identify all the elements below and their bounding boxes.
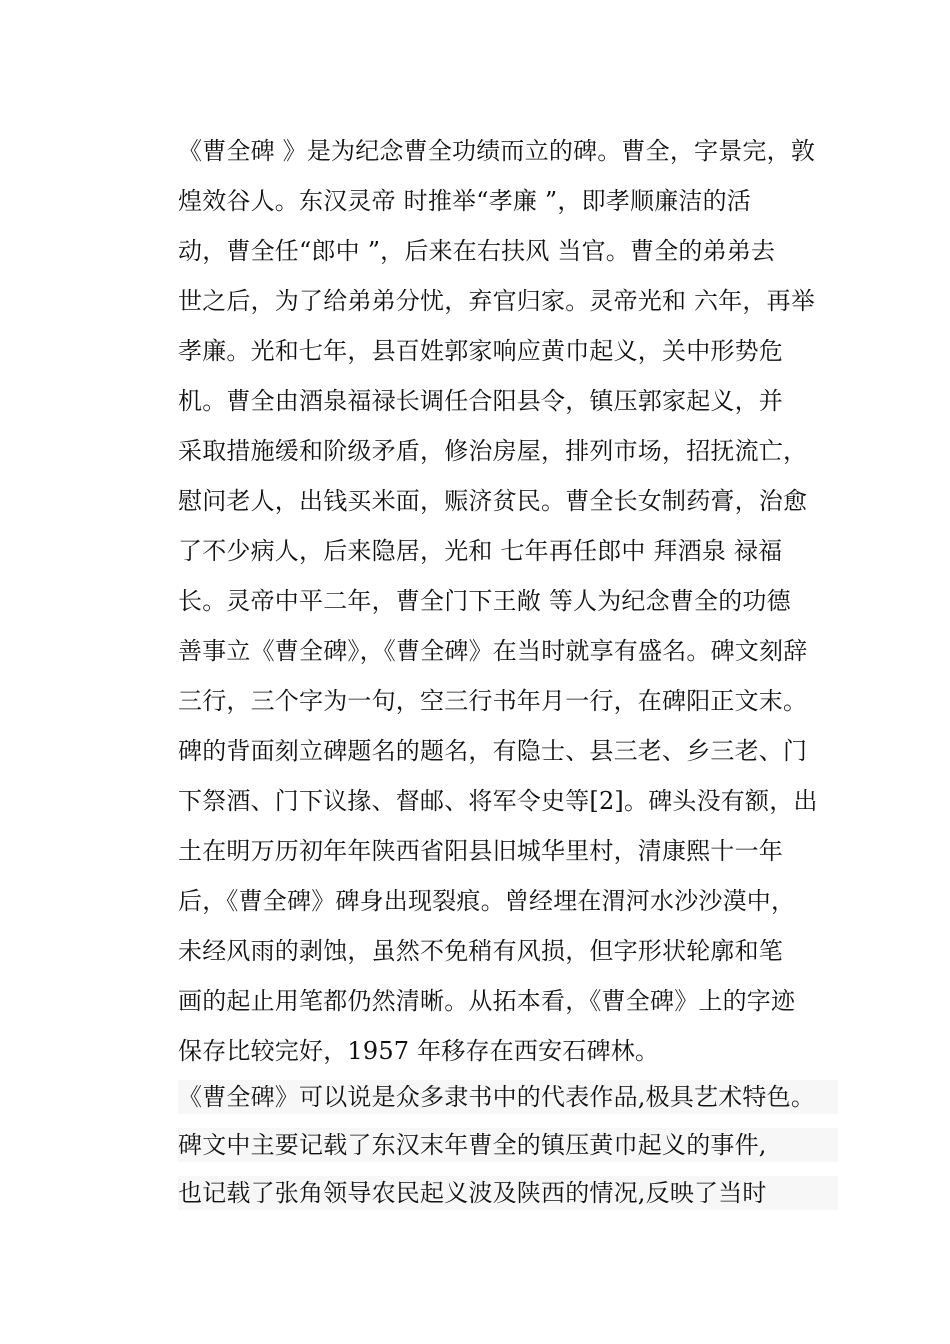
text-line: 慰问老人，出钱买米面，赈济贫民。曹全长女制药膏，治愈 (178, 487, 808, 515)
text-line: 机。曹全由酒泉福禄长调任合阳县令，镇压郭家起义，并 (178, 387, 783, 415)
text-line: 《曹全碑 》是为纪念曹全功绩而立的碑。曹全，字景完，敦 (178, 137, 816, 165)
text-line: 下祭酒、门下议掾、督邮、将军令史等[2]。碑头没有额，出 (178, 787, 818, 815)
text-line: 保存比较完好，1957 年移存在西安石碑林。 (178, 1037, 660, 1065)
text-line: 碑的背面刻立碑题名的题名，有隐士、县三老、乡三老、门 (178, 737, 808, 765)
text-line: 三行，三个字为一句，空三行书年月一行，在碑阳正文末。 (178, 687, 808, 715)
text-line: 后，《曹全碑》碑身出现裂痕。曾经埋在渭河水沙沙漠中， (178, 887, 796, 915)
text-line: 土在明万历初年年陕西省阳县旧城华里村，清康熙十一年 (178, 837, 783, 865)
text-line: 孝廉。光和七年，县百姓郭家响应黄巾起义，关中形势危 (178, 337, 783, 365)
text-line: 画的起止用笔都仍然清晰。从拓本看，《曹全碑》上的字迹 (178, 987, 796, 1015)
text-line: 采取措施缓和阶级矛盾，修治房屋，排列市场，招抚流亡， (178, 437, 808, 465)
text-line: 也记载了张角领导农民起义波及陕西的情况,反映了当时 (178, 1176, 838, 1210)
text-line: 未经风雨的剥蚀，虽然不免稍有风损，但字形状轮廓和笔 (178, 937, 783, 965)
text-line: 长。灵帝中平二年，曹全门下王敞 等人为纪念曹全的功德 (178, 587, 791, 615)
text-line: 《曹全碑》可以说是众多隶书中的代表作品,极具艺术特色。 (178, 1080, 838, 1114)
text-line: 碑文中主要记载了东汉末年曹全的镇压黄巾起义的事件, (178, 1128, 838, 1162)
text-line: 煌效谷人。东汉灵帝 时推举“孝廉 ”，即孝顺廉洁的活 (178, 187, 751, 215)
text-line: 世之后，为了给弟弟分忧，弃官归家。灵帝光和 六年，再举 (178, 287, 816, 315)
text-line: 了不少病人，后来隐居，光和 七年再任郎中 拜酒泉 禄福 (178, 537, 783, 565)
text-line: 动，曹全任“郎中 ”，后来在右扶风 当官。曹全的弟弟去 (178, 237, 776, 265)
text-line: 善事立《曹全碑》，《曹全碑》在当时就享有盛名。碑文刻辞 (178, 637, 808, 665)
